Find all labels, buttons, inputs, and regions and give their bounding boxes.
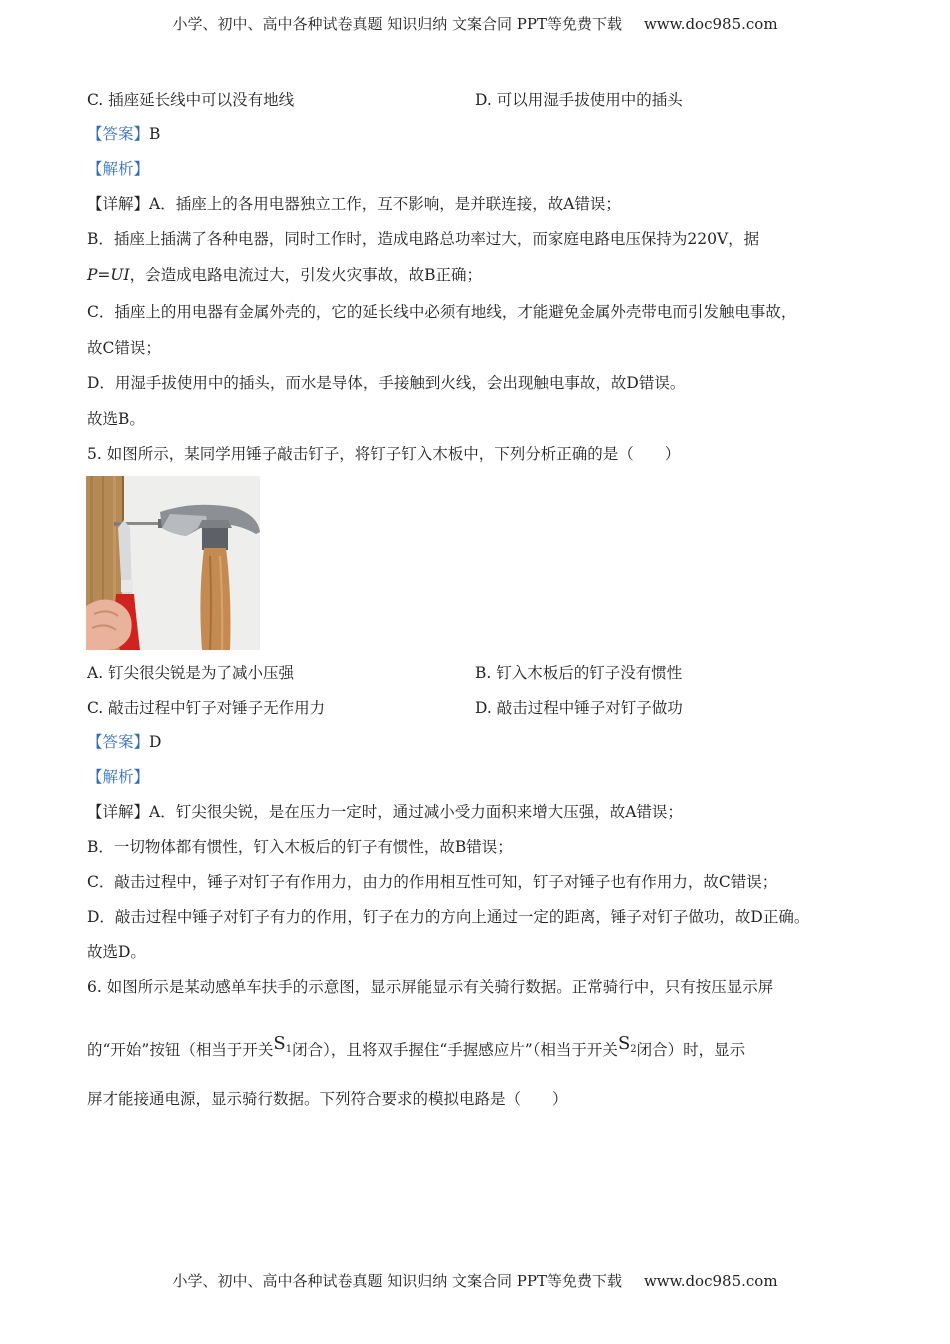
- q4-detail-d: D．用湿手拔使用中的插头，而水是导体，手接触到火线，会出现触电事故，故D错误。: [87, 374, 686, 392]
- stem-text: 闭合），且将双手握住“手握感应片”（相当于开关: [292, 1041, 618, 1059]
- detail-text: A．插座上的各用电器独立工作，互不影响，是并联连接，故A错误；: [149, 195, 621, 213]
- answer-value: D: [149, 733, 162, 751]
- footer-url[interactable]: www.doc985.com: [643, 1272, 778, 1290]
- detail-label: 【详解】: [87, 803, 150, 821]
- q5-option-c: C. 敲击过程中钉子对锤子无作用力: [87, 699, 326, 717]
- stem-text: 闭合）时，显示: [636, 1041, 746, 1059]
- hammer-nail-photo: [86, 476, 260, 650]
- q5-detail-a: [87, 802, 683, 822]
- q6-stem-line3: 屏才能接通电源，显示骑行数据。下列符合要求的模拟电路是（ ）: [87, 1090, 568, 1108]
- header-url[interactable]: www.doc985.com: [643, 15, 778, 33]
- q4-option-c: C. 插座延长线中可以没有地线: [87, 91, 295, 109]
- q5-option-d: D. 敲击过程中锤子对钉子做功: [475, 699, 683, 717]
- q4-conclusion: 故选B。: [87, 410, 145, 428]
- page-header: [0, 13, 950, 34]
- footer-text: 小学、初中、高中各种试卷真题 知识归纳 文案合同 PPT等免费下载: [172, 1272, 622, 1290]
- switch-letter: S: [273, 1033, 286, 1054]
- q5-answer: [87, 732, 161, 752]
- q5-detail-b: B．一切物体都有惯性，钉入木板后的钉子有惯性，故B错误；: [87, 838, 513, 856]
- q4-answer: [87, 124, 160, 144]
- answer-label: 【答案】: [87, 733, 150, 751]
- formula: P=UI: [87, 266, 130, 284]
- q6-stem-line2: [87, 1034, 745, 1060]
- q4-detail-b1: B．插座上插满了各种电器，同时工作时，造成电路总功率过大，而家庭电路电压保持为220V，据: [87, 230, 760, 248]
- header-text: 小学、初中、高中各种试卷真题 知识归纳 文案合同 PPT等免费下载: [172, 15, 622, 33]
- switch-s1-symbol: [273, 1033, 292, 1054]
- q5-conclusion: 故选D。: [87, 943, 146, 961]
- q5-detail-d: D．敲击过程中锤子对钉子有力的作用，钉子在力的方向上通过一定的距离，锤子对钉子做功，故D正确。: [87, 908, 810, 926]
- detail-text: ，会造成电路电流过大，引发火灾事故，故B正确；: [129, 266, 483, 284]
- detail-label: 【详解】: [87, 195, 150, 213]
- switch-s2-symbol: [618, 1033, 637, 1054]
- switch-subscript: 2: [630, 1044, 637, 1055]
- q4-option-d: D. 可以用湿手拔使用中的插头: [475, 91, 683, 109]
- switch-subscript: 1: [285, 1044, 293, 1055]
- switch-letter: S: [617, 1033, 631, 1054]
- q6-stem-line1: 6. 如图所示是某动感单车扶手的示意图，显示屏能显示有关骑行数据。正常骑行中，只有按压显示屏: [87, 978, 774, 996]
- q4-analysis-label: 【解析】: [87, 160, 150, 178]
- hammer-nail-illustration: [86, 476, 260, 650]
- detail-text: A．钉尖很尖锐，是在压力一定时，通过减小受力面积来增大压强，故A错误；: [149, 803, 683, 821]
- page-footer: [0, 1270, 950, 1291]
- stem-text: 的“开始”按钮（相当于开关: [87, 1041, 274, 1059]
- q4-detail-c1: C．插座上的用电器有金属外壳的，它的延长线中必须有地线，才能避免金属外壳带电而引发触电事故，: [87, 303, 797, 321]
- q5-detail-c: C．敲击过程中，锤子对钉子有作用力，由力的作用相互性可知，钉子对锤子也有作用力，故C错误；: [87, 873, 778, 891]
- q5-stem: 5. 如图所示，某同学用锤子敲击钉子，将钉子钉入木板中，下列分析正确的是（ ）: [87, 445, 681, 463]
- q5-analysis-label: 【解析】: [87, 768, 150, 786]
- q4-detail-b2: [87, 265, 482, 285]
- answer-value: B: [149, 125, 161, 143]
- q5-option-a: A. 钉尖很尖锐是为了减小压强: [87, 664, 295, 682]
- answer-label: 【答案】: [87, 125, 150, 143]
- q4-detail-c2: 故C错误；: [87, 339, 161, 357]
- q5-option-b: B. 钉入木板后的钉子没有惯性: [475, 664, 683, 682]
- q4-detail-a: [87, 194, 621, 214]
